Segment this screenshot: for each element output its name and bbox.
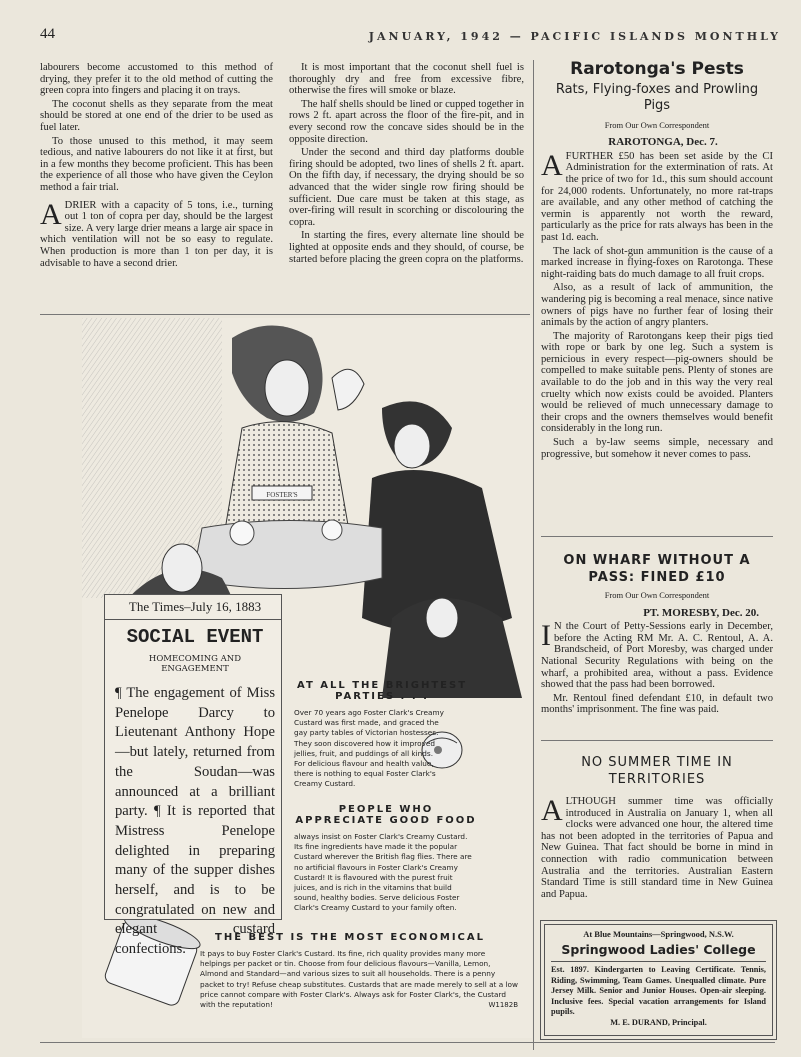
drop-cap: I (541, 619, 551, 653)
drop-cap: A (541, 794, 563, 827)
bottom-rule (40, 1042, 775, 1043)
running-title: JANUARY, 1942 — PACIFIC ISLANDS MONTHLY (368, 30, 781, 43)
pests-title: Rarotonga's Pests (570, 59, 744, 79)
paragraph (40, 197, 273, 270)
college-advert (540, 920, 777, 1040)
paragraph: Such a by-law seems simple, necessary and progressive, but somehow it never comes to pass. (541, 437, 773, 460)
paragraph (541, 621, 773, 691)
drop-cap: A (541, 148, 563, 182)
wharf-byline: From Our Own Correspondent (604, 590, 710, 600)
section-rule (541, 536, 773, 537)
section-rule (541, 740, 773, 741)
pests-byline: From Our Own Correspondent (604, 119, 710, 130)
paragraph-text: FURTHER £50 has been set aside by the CI Administration for the extermination of rats. At the price of two for 1d., this sum should account for 24,000 rodents. Unfortunately, no more rat-traps are available, and any other method of catching the vermin is apparently not worth the reward, particularly as the price for rats always has been in the past 1d. each. (541, 150, 773, 243)
college-principal: M. E. DURAND, Principal. (610, 1017, 707, 1027)
paragraph: The coconut shells as they separate from the meat should be stored at one end of the drier to be used as fuel later. (40, 98, 273, 133)
running-header (40, 26, 781, 52)
column-divider (533, 60, 534, 1050)
paragraph: Also, as a result of lack of ammunition, the wandering pig is becoming a real menace, since native owners of pigs have no further fear of losing their animals by the action of angry planters. (541, 282, 773, 329)
column-one (40, 62, 273, 271)
paragraph-text: N the Court of Petty-Sessions early in December, before the Acting RM Mr. A. C. Rentoul, A. A. Brandscheid, of Port Moresby, was charged under National Security Regulations with being on the wharf, a prohibited area, without a pass. Evidence showed that the pass had been borrowed. (541, 621, 773, 691)
times-clipping (104, 594, 282, 958)
column-two (289, 62, 524, 267)
wharf-title: ON WHARF WITHOUT A PASS: FINED £10 (563, 553, 751, 585)
advert-heading-parties: AT ALL THE BRIGHTEST PARTIES . . . (296, 680, 468, 702)
pests-article (541, 59, 773, 462)
paragraph-text: LTHOUGH summer time was officially introduced in Australia on January 1, when all clocks were advanced one hour, the altered time has not been adopted in the territories of Papua and New Guinea. That fact should be borne in mind in connection with radio communication between Australia and the territories. Australian Eastern Standard Time is still standard time in New Guinea and Papua. (541, 796, 773, 900)
wharf-article (541, 552, 773, 718)
advert-food-block (294, 804, 478, 914)
paragraph: Under the second and third day platforms double firing should be adopted, two lines of shells 2 ft. apart. On the fifth day, if necessary, the drying should be so advanced that the wider single row firing should be sufficient. Due care must be taken at this stage, as over-firing will result in scorching or discolouring the copra. (289, 147, 524, 228)
pests-subtitle: Rats, Flying-foxes and Prowling Pigs (555, 81, 759, 113)
advert-parties-block (294, 680, 470, 790)
times-headline: SOCIAL EVENT (126, 626, 264, 648)
drop-cap: A (40, 197, 62, 231)
paragraph-text: DRIER with a capacity of 5 tons, i.e., turning out 1 ton of copra per day, should be the largest size. A very large drier means a large air space in which ventilation will not be so easy to regulate. When production is more than 1 ton per day, it is advisable to have a second drier. (40, 199, 273, 269)
times-body: ¶ The engagement of Miss Penelope Darcy to Lieutenant Anthony Hope—but lately, returned from the Soudan—was announced at a brilliant party. ¶ It is reported that Mistress Penelope delighted in preparing many of the supper dishes herself, and is to be congratulated on new and elegant custard confections. (115, 685, 275, 958)
college-rule (551, 961, 766, 962)
sign-text: FOSTER'S (266, 491, 298, 499)
advert-text-economical-body: It pays to buy Foster Clark's Custard. Its fine, rich quality provides many more helpings per packet or tin. Choose from four delicious flavours—Vanilla, Lemon, Almond and Standard—and various sizes to suit all households. There is a penny packet to try! Refuse cheap substitutes. Custards that are made merely to sell at a low price cannot compare with Foster Clark's. Always ask for Foster Clark's, the Custard with the reputation! (200, 949, 518, 1010)
college-location: At Blue Mountains—Springwood, N.S.W. (583, 929, 734, 939)
advert-top-rule (40, 314, 530, 315)
times-title: The Times–July 16, 1883 (128, 599, 262, 614)
college-name: Springwood Ladies' College (561, 942, 756, 957)
advert-heading-economical: THE BEST IS THE MOST ECONOMICAL (215, 932, 485, 943)
paragraph (541, 148, 773, 244)
paragraph (541, 796, 773, 900)
wharf-dateline: PT. MORESBY, Dec. 20. (643, 606, 759, 619)
paragraph: To those unused to this method, it may seem tedious, and native labourers do not like it at first, but in a few months they become proficient. This has been the experience of all those who have given the Ceylon method a fair trial. (40, 135, 273, 193)
paragraph: It is most important that the coconut shell fuel is thoroughly dry and free from excessive fibre, otherwise the fires will smoke or blaze. (289, 62, 524, 97)
college-advert-inner (544, 924, 773, 1036)
paragraph: The majority of Rarotongans keep their pigs tied with rope or bark by one leg. Such a system is pernicious in every respect—pig-owners should be compelled to make suitable pens. Plenty of stones are available to do the job and in this way the very real cruelty which now exists could be avoided. Planters would be relieved of much unnecessary damage to their crops and the owners themselves would benefit considerably in the long run. (541, 330, 773, 435)
summer-article (541, 754, 773, 902)
paragraph: In starting the fires, every alternate line should be lighted at opposite ends and they should, of course, be started before placing the green copra on the platforms. (289, 230, 524, 265)
college-body: Est. 1897. Kindergarten to Leaving Certificate. Tennis, Riding, Swimming, Team Games. Unequalled climate. Pure Jersey Milk. Senior and Junior Houses. Open-air sleeping. Inclusive fees. Special vacation arrangements for Island pupils. (551, 965, 766, 1017)
advert-code: W1182B (488, 1001, 518, 1010)
times-rule (105, 619, 281, 620)
times-subheadline: HOMECOMING AND ENGAGEMENT (148, 654, 242, 674)
advert-text-parties: Over 70 years ago Foster Clark's Creamy Custard was first made, and graced the gay party tables of Victorian hostesses. They soon discovered how it improved jellies, fruit, and puddings of all kinds. For delicious flavour and health value, there is nothing to equal Foster Clark's Creamy Custard. (294, 708, 444, 789)
paragraph: The half shells should be lined or cupped together in rows 2 ft. apart across the floor of the fire-pit, and in every second row the concave sides should be in the opposite direction. (289, 98, 524, 145)
paragraph: Mr. Rentoul fined defendant £10, in default two months' imprisonment. The fine was paid. (541, 692, 773, 716)
pests-dateline: RAROTONGA, Dec. 7. (608, 136, 718, 149)
paragraph: The lack of shot-gun ammunition is the cause of a marked increase in flying-foxes on Rarotonga. These night-raiding bats do much damage to all fruit crops. (541, 245, 773, 280)
advert-heading-food: PEOPLE WHO APPRECIATE GOOD FOOD (295, 804, 477, 826)
summer-title: NO SUMMER TIME IN TERRITORIES (581, 755, 733, 787)
paragraph: labourers become accustomed to this method of drying, they prefer it to the old method of cutting the green copra into fingers and placing it on trays. (40, 62, 273, 97)
page-number: 44 (40, 26, 55, 42)
advert-text-food: always insist on Foster Clark's Creamy Custard. Its fine ingredients have made it the popular Custard wherever the British flag flies. There are no artificial flavours in Foster Clark's Creamy Custard! It is flavoured with the purest fruit juices, and is rich in the vitamins that build sound, healthy bodies. Serve delicious Foster Clark's Creamy Custard to your family often. (294, 832, 472, 913)
